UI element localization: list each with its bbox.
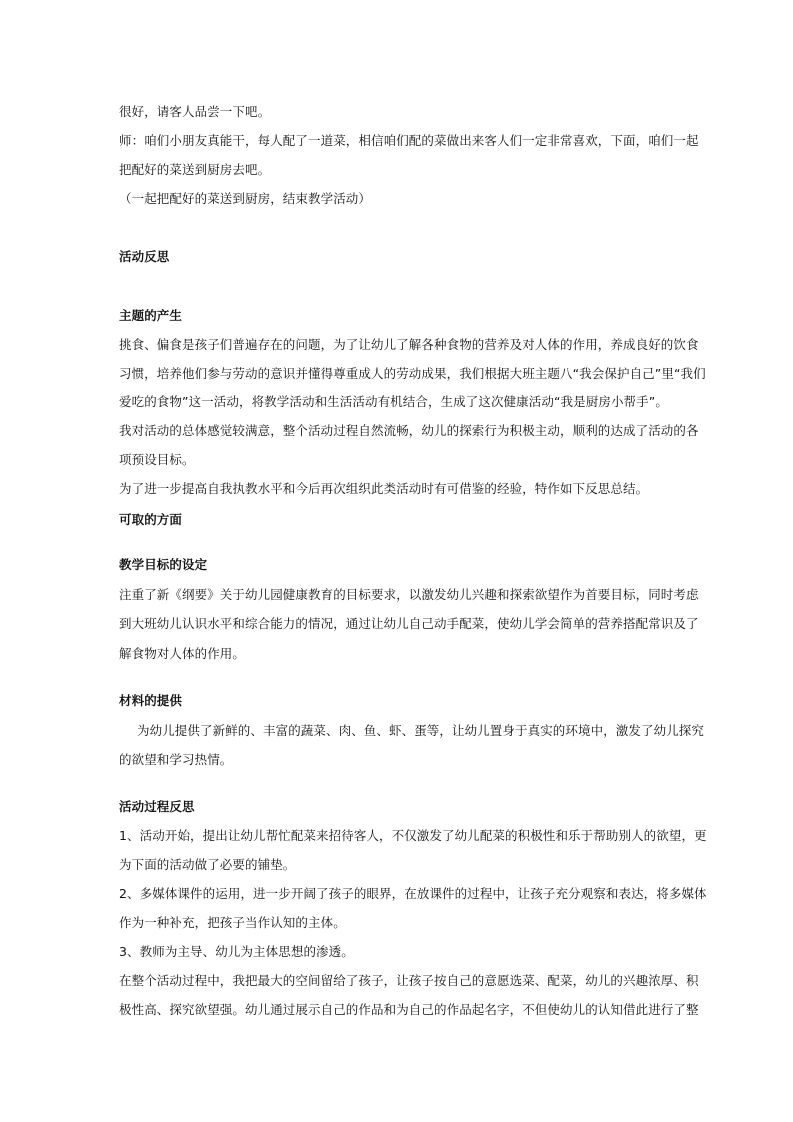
paragraph-line: 爱吃的食物”这一活动，将教学活动和生活活动有机结合，生成了这次健康活动“我是厨房小帮手”。 [119,394,668,409]
paragraph-line: 作为一种补充，把孩子当作认知的主体。 [119,915,346,930]
section-heading-process: 活动过程反思 [119,799,195,814]
paragraph-line: 解食物对人体的作用。 [119,646,246,661]
paragraph-line: 注重了新《纲要》关于幼儿园健康教育的目标要求，以激发幼儿兴趣和探索欲望作为首要目标，同时考虑 [119,587,699,602]
paragraph-line: 为下面的活动做了必要的铺垫。 [119,857,296,872]
paragraph-line: 1、活动开始，提出让幼儿帮忙配菜来招待客人，不仅激发了幼儿配菜的积极性和乐于帮助别人的欲望，更 [119,828,707,843]
section-heading-goals: 教学目标的设定 [119,557,208,572]
paragraph-line: 习惯，培养他们参与劳动的意识并懂得尊重成人的劳动成果，我们根据大班主题八“我会保护自己”里“我们 [119,366,706,381]
paragraph-line: 到大班幼儿认识水平和综合能力的情况，通过让幼儿自己动手配菜，使幼儿学会简单的营养搭配常识及了 [119,616,699,631]
paragraph-line: 很好，请客人品尝一下吧。 [119,104,271,119]
paragraph-line: 的欲望和学习热情。 [119,752,233,767]
paragraph-line: 为幼儿提供了新鲜的、丰富的蔬菜、肉、鱼、虾、蛋等，让幼儿置身于真实的环境中，激发了幼儿探究 [137,723,705,738]
paragraph-line: 把配好的菜送到厨房去吧。 [119,162,271,177]
section-heading-topic: 主题的产生 [119,308,183,323]
paragraph-line: 项预设目标。 [119,452,195,467]
paragraph-line: （一起把配好的菜送到厨房，结束教学活动） [119,191,372,206]
paragraph-line: 挑食、偏食是孩子们普遍存在的问题，为了让幼儿了解各种食物的营养及对人体的作用，养成良好的饮食 [119,337,699,352]
paragraph-line: 为了进一步提高自我执教水平和今后再次组织此类活动时有可借鉴的经验，特作如下反思总结。 [119,481,649,496]
section-heading-merits: 可取的方面 [119,512,183,527]
paragraph-line: 师：咱们小朋友真能干，每人配了一道菜，相信咱们配的菜做出来客人们一定非常喜欢，下面，咱们一起 [119,133,699,148]
paragraph-line: 在整个活动过程中，我把最大的空间留给了孩子，让孩子按自己的意愿选菜、配菜，幼儿的兴趣浓厚、积 [119,973,699,988]
paragraph-line: 3、教师为主导、幼儿为主体思想的渗透。 [119,944,354,959]
paragraph-line: 我对活动的总体感觉较满意，整个活动过程自然流畅，幼儿的探索行为积极主动，顺利的达成了活动的各 [119,423,699,438]
paragraph-line: 2、多媒体课件的运用，进一步开阔了孩子的眼界，在放课件的过程中，让孩子充分观察和表达，将多媒体 [119,886,707,901]
section-heading-reflection: 活动反思 [119,249,170,264]
section-heading-materials: 材料的提供 [119,693,183,708]
paragraph-line: 极性高、探究欲望强。幼儿通过展示自己的作品和为自己的作品起名字，不但使幼儿的认知借此进行了整 [119,1002,699,1017]
